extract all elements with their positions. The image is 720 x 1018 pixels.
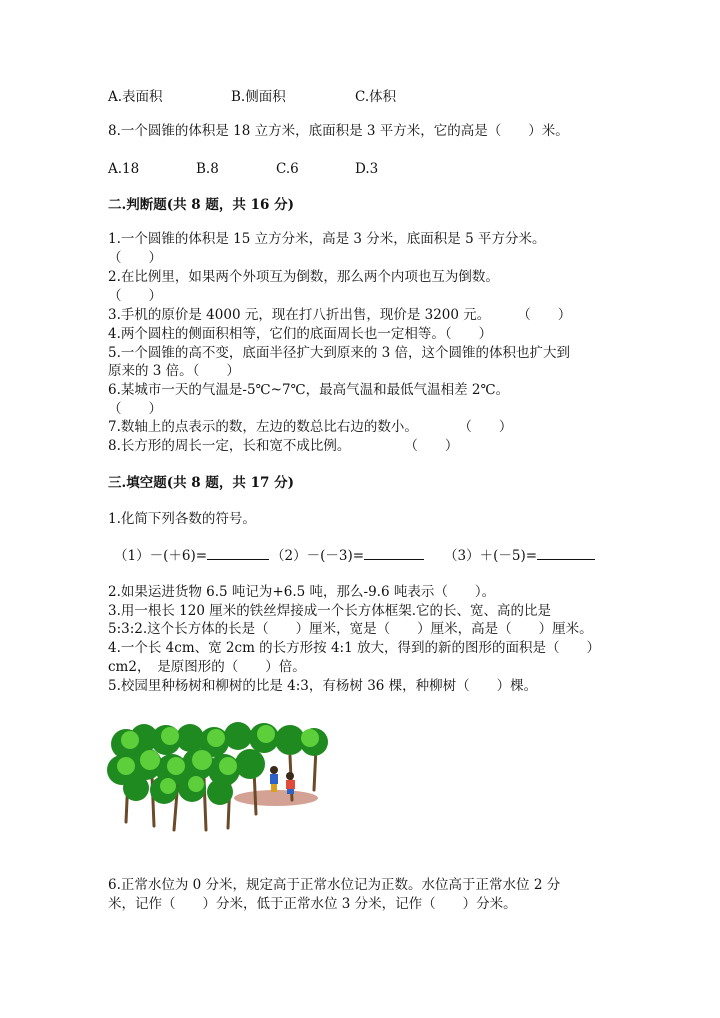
fill-line: cm2， 是原图形的（ ）倍。 bbox=[108, 659, 306, 675]
judge-line: （ ） bbox=[108, 250, 162, 266]
answer-blank[interactable] bbox=[364, 546, 424, 560]
q7-option-c: C.体积 bbox=[355, 89, 397, 105]
section3-title: 三.填空题(共 8 题，共 17 分) bbox=[108, 475, 294, 491]
fill-q6-line: 6.正常水位为 0 分米，规定高于正常水位记为正数。水位高于正常水位 2 分 bbox=[108, 877, 561, 893]
judge-line: 2.在比例里，如果两个外项互为倒数，那么两个内项也互为倒数。 bbox=[108, 269, 499, 285]
fill-line: 2.如果运进货物 6.5 吨记为+6.5 吨，那么-9.6 吨表示（ ）。 bbox=[108, 584, 496, 600]
fill-q1-part-3 bbox=[444, 546, 595, 565]
judge-line: 3.手机的原价是 4000 元，现在打八折出售，现价是 3200 元。 （ ） bbox=[108, 307, 572, 323]
judge-line: （ ） bbox=[108, 288, 162, 304]
q7-option-a: A.表面积 bbox=[108, 89, 163, 105]
fill-q1-part-1-text: （1）－(＋6)= bbox=[114, 548, 208, 564]
judge-line: 7.数轴上的点表示的数，左边的数总比右边的数小。 （ ） bbox=[108, 419, 513, 435]
fill-line: 4.一个长 4cm、宽 2cm 的长方形按 4:1 放大，得到的新的图形的面积是（ ） bbox=[108, 640, 600, 656]
q8-option-d: D.3 bbox=[355, 161, 379, 177]
q8-option-c: C.6 bbox=[276, 161, 299, 177]
q8-option-b: B.8 bbox=[196, 161, 219, 177]
answer-blank[interactable] bbox=[537, 546, 595, 560]
fill-line: 5.校园里种杨树和柳树的比是 4:3，有杨树 36 棵，种柳树（ ）棵。 bbox=[108, 678, 538, 694]
judge-line: 4.两个圆柱的侧面积相等，它们的底面周长也一定相等。（ ） bbox=[108, 326, 493, 342]
trees-illustration bbox=[104, 718, 336, 836]
answer-blank[interactable] bbox=[207, 546, 269, 560]
q8-stem: 8.一个圆锥的体积是 18 立方米，底面积是 3 平方米，它的高是（ ）米。 bbox=[108, 123, 569, 139]
q8-option-a: A.18 bbox=[108, 161, 140, 177]
judge-line: 6.某城市一天的气温是-5℃~7℃，最高气温和最低气温相差 2℃。 bbox=[108, 382, 510, 398]
judge-line: 8.长方形的周长一定，长和宽不成比例。 （ ） bbox=[108, 438, 459, 454]
fill-q1-part-3-text: （3）＋(－5)= bbox=[444, 548, 538, 564]
judge-line: 原来的 3 倍。（ ） bbox=[108, 363, 240, 379]
fill-line: 3.用一根长 120 厘米的铁丝焊接成一个长方体框架.它的长、宽、高的比是 bbox=[108, 603, 552, 619]
judge-line: （ ） bbox=[108, 401, 162, 417]
fill-line: 5:3:2.这个长方体的长是（ ）厘米，宽是（ ）厘米，高是（ ）厘米。 bbox=[108, 621, 593, 637]
fill-q1-part-2-text: （2）－(－3)= bbox=[271, 548, 365, 564]
section2-title: 二.判断题(共 8 题，共 16 分) bbox=[108, 197, 294, 213]
fill-q1-stem: 1.化简下列各数的符号。 bbox=[108, 511, 256, 527]
judge-line: 1.一个圆锥的体积是 15 立方分米，高是 3 分米，底面积是 5 平方分米。 bbox=[108, 231, 546, 247]
fill-q1-part-1 bbox=[114, 546, 269, 565]
q7-option-b: B.侧面积 bbox=[231, 89, 286, 105]
fill-q6-line: 米，记作（ ）分米，低于正常水位 3 分米，记作（ ）分米。 bbox=[108, 896, 517, 912]
fill-q1-part-2 bbox=[271, 546, 424, 565]
judge-line: 5.一个圆锥的高不变，底面半径扩大到原来的 3 倍，这个圆锥的体积也扩大到 bbox=[108, 345, 571, 361]
